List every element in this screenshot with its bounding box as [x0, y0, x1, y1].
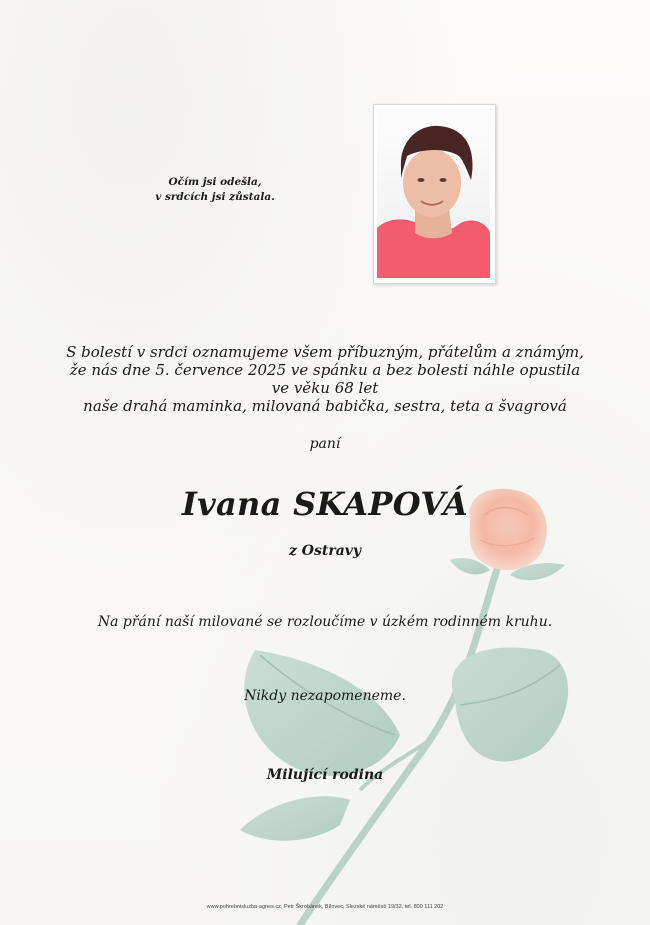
motto-line-1: Očím jsi odešla,	[168, 176, 262, 188]
motto-quote	[150, 175, 280, 205]
farewell-notice: Na přání naší milované se rozloučíme v úzkém rodinném kruhu.	[97, 614, 553, 630]
announcement-line-3: naše drahá maminka, milovaná babička, sestra, teta a švagrová	[83, 397, 567, 415]
announcement-line-1: S bolestí v srdci oznamujeme všem příbuzným, přátelům a známým,	[66, 343, 584, 361]
funeral-service-footer: www.pohrebnisluzba-agnes.cz, Petr Škrobánek, Bílovec, Slezské náměstí 19/32, tel. 800 111 202	[206, 904, 444, 910]
honorific: paní	[309, 436, 341, 452]
motto-line-2: v srdcích jsi zůstala.	[155, 191, 275, 203]
portrait-photo-frame	[373, 104, 496, 284]
portrait-photo	[377, 108, 490, 278]
closing-line: Nikdy nezapomeneme.	[244, 688, 406, 704]
place-of-origin: z Ostravy	[288, 543, 362, 559]
announcement-text	[60, 343, 590, 415]
announcement-line-2: že nás dne 5. července 2025 ve spánku a bez bolesti náhle opustila ve věku 68 let	[69, 361, 581, 397]
family-signature: Milující rodina	[266, 767, 384, 783]
deceased-name: Ivana SKAPOVÁ	[181, 485, 469, 523]
